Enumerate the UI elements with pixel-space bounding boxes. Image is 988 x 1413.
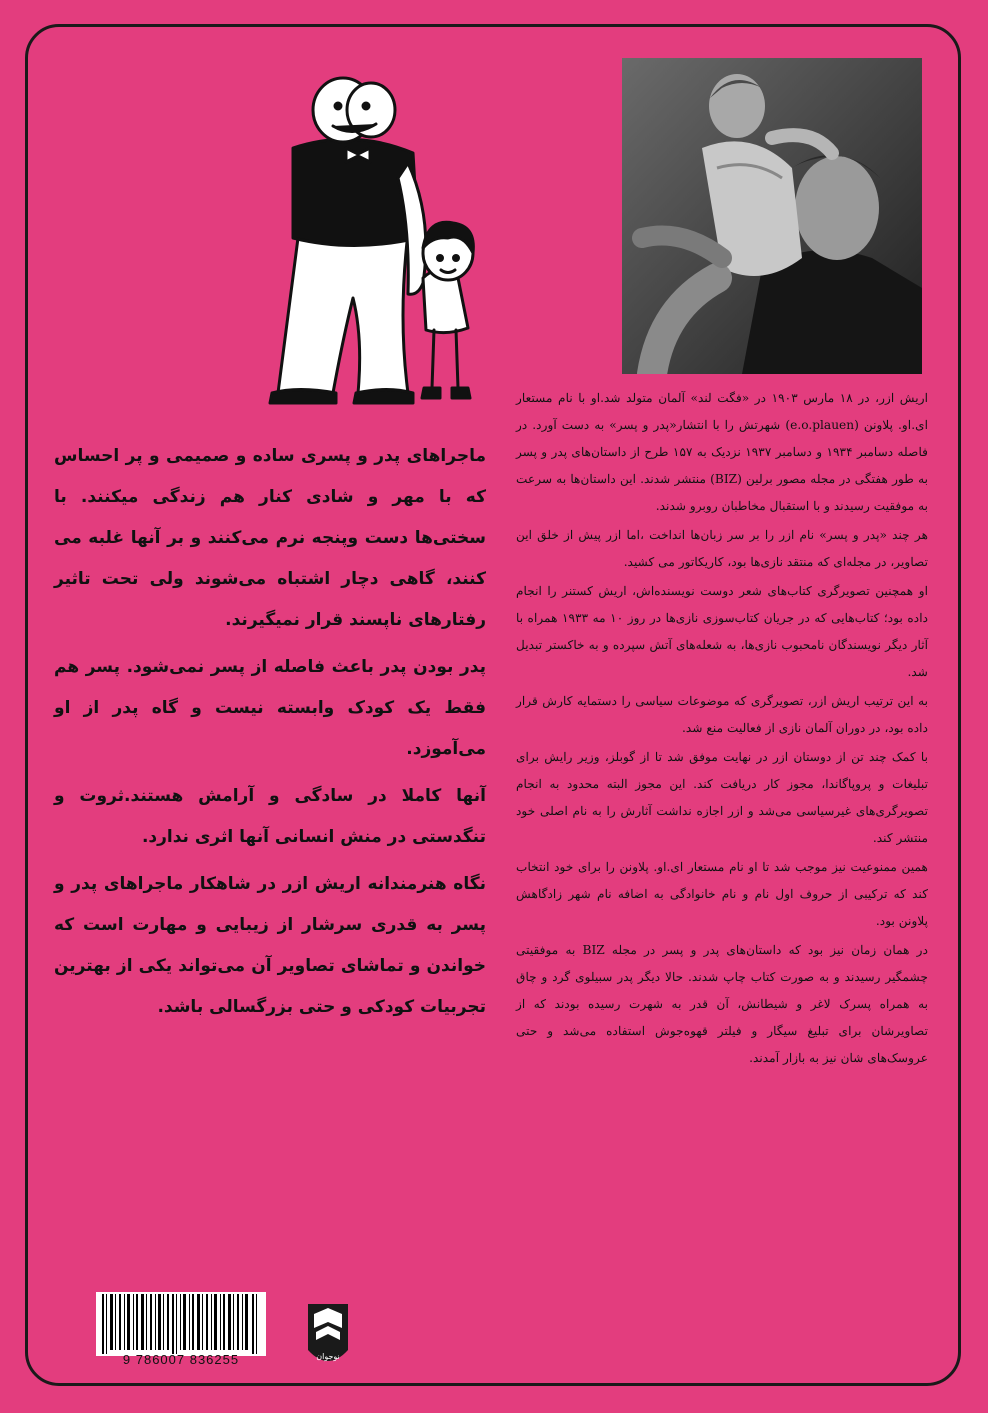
father-son-cartoon bbox=[258, 68, 518, 408]
bio-paragraph-7: در همان زمان نیز بود که داستان‌های پدر و پسر در مجله BIZ به موفقیتی چشمگیر رسیدند و به صورت کتاب چاپ شدند. حالا دیگر پدر سبیلوی گرد و چاق به همراه پسرک لاغر و شیطانش، آن قدر به شهرت رسیده بودند که از تصاویرشان برای تبلیغ سیگار و فیلتر قهوه‌جوش استفاده می‌شد و حتی عروسک‌های شان نیز به بازار آمدند. bbox=[516, 943, 928, 1065]
publisher-emblem-icon bbox=[306, 1300, 350, 1372]
author-photo bbox=[622, 58, 922, 374]
bio-paragraph-4: به این ترتیب اریش ازر، تصویرگری که موضوعات سیاسی را دستمایه کارش قرار داده بود، در دوران آلمان نازی از فعالیت منع شد. bbox=[516, 694, 928, 735]
publisher-name: نوجوان bbox=[316, 1352, 340, 1361]
desc-paragraph-2: پدر بودن پدر باعث فاصله از پسر نمی‌شود. پسر هم فقط یک کودک وابسته نیست و گاه پدر از او می‌آموزد. bbox=[54, 657, 486, 759]
isbn-number: 9 786007 836255 bbox=[122, 1352, 240, 1367]
bio-paragraph-5: با کمک چند تن از دوستان ازر در نهایت موفق شد تا از گوبلز، وزیر رایش برای تبلیغات و پروپاگاندا، مجوز کار دریافت کند. این مجوز البته محدود به انجام تصویرگری‌های غیرسیاسی می‌شد و ازر اجازه نداشت آثارش را به نام اصلی خود منتشر کند. bbox=[516, 750, 928, 845]
bio-paragraph-1: اریش ازر، در ۱۸ مارس ۱۹۰۳ در «فگت لند» آلمان متولد شد.او با نام مستعار ای.او. پلاونن (e.o.plauen) شهرتش را با انتشار«پدر و پسر» به دست آورد. در فاصله دسامبر ۱۹۳۴ و دسامبر ۱۹۳۷ نزدیک به ۱۵۷ طرح از داستان‌های پدر و پسر به طور هفتگی در مجله مصور برلین (BIZ) منتشر شدند. این داستان‌ها به سرعت به موفقیت رسیدند و با استقبال مخاطبان روبرو شدند. bbox=[516, 391, 928, 513]
biography-text bbox=[516, 385, 928, 1074]
desc-paragraph-3: آنها کاملا در سادگی و آرامش هستند.ثروت و تنگدستی در منش انسانی آنها اثری ندارد. bbox=[54, 786, 486, 847]
bio-paragraph-3: او همچنین تصویرگری کتاب‌های شعر دوست نویسنده‌اش، اریش کستنر را انجام داده بود؛ کتاب‌هایی که در جریان کتاب‌سوزی نازی‌ها در روز ۱۰ مه ۱۹۳۳ همراه با آثار دیگر نویسندگان نامحبوب نازی‌ها، به شعله‌های آتش سپرده و به خاکستر تبدیل شد. bbox=[516, 584, 929, 679]
barcode-icon bbox=[96, 1292, 266, 1356]
bio-paragraph-2: هر چند «پدر و پسر» نام ازر را بر سر زبان‌ها انداخت ،اما ازر پیش از خلق این تصاویر، در مجله‌ای که منتقد نازی‌ها بود، کاریکاتور می کشید. bbox=[516, 528, 928, 569]
book-description bbox=[54, 436, 486, 1034]
publisher-logo bbox=[306, 1300, 350, 1372]
desc-paragraph-1: ماجراهای پدر و پسری ساده و صمیمی و پر احساس که با مهر و شادی کنار هم زندگی میکنند. با سختی‌ها دست وپنجه نرم می‌کنند و بر آنها غلبه می کنند، گاهی دچار اشتباه می‌شوند ولی تحت تاثیر رفتارهای ناپسند قرار نمیگیرند. bbox=[54, 446, 486, 630]
isbn-barcode bbox=[96, 1292, 266, 1372]
desc-paragraph-4: نگاه هنرمندانه اریش ازر در شاهکار ماجراهای پدر و پسر به قدری سرشار از زیبایی و مهارت است که خواندن و تماشای تصاویر آن می‌تواند یکی از بهترین تجربیات کودکی و حتی بزرگسالی باشد. bbox=[54, 874, 486, 1017]
bio-paragraph-6: همین ممنوعیت نیز موجب شد تا او نام مستعار ای.او. پلاونن را برای خود انتخاب کند که ترکیبی از حروف اول نام و نام خانوادگی به اضافه نام شهر زادگاهش پلاونن بود. bbox=[516, 860, 928, 928]
